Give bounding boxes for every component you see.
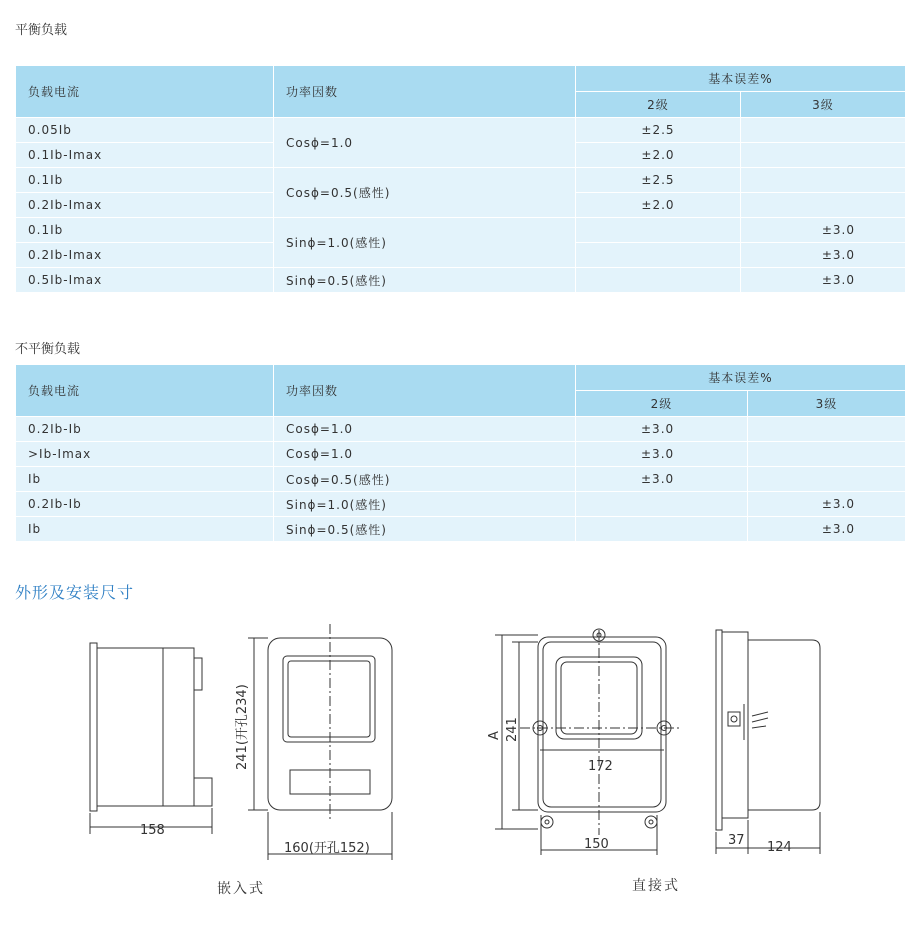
- table-row: [16, 467, 906, 492]
- table-row: [16, 268, 906, 293]
- direct-side-depth-label: 124: [767, 840, 792, 855]
- unbalanced-load-table: [15, 364, 906, 542]
- cell-current: Ib: [16, 517, 274, 542]
- header-class3: 3级: [748, 391, 906, 417]
- cell-class2: [576, 243, 741, 268]
- cell-class2: ±2.5: [576, 118, 741, 143]
- cell-class3: [741, 118, 906, 143]
- cell-current: 0.05Ib: [16, 118, 274, 143]
- cell-class2: ±3.0: [576, 442, 748, 467]
- embedded-front-view: [234, 624, 392, 860]
- dimension-drawings: [0, 610, 920, 925]
- cell-pf: Sinϕ=0.5(感性): [274, 517, 576, 542]
- direct-inner-width-label: 172: [588, 759, 613, 774]
- table-row: [16, 168, 906, 193]
- cell-current: 0.1Ib: [16, 218, 274, 243]
- section2-title: 不平衡负载: [15, 342, 81, 357]
- table-row: [16, 442, 906, 467]
- dimensions-title: 外形及安装尺寸: [15, 583, 135, 602]
- cell-pf: Cosϕ=1.0: [274, 417, 576, 442]
- cell-pf: Cosϕ=0.5(感性): [274, 168, 576, 218]
- cell-current: 0.5Ib-Imax: [16, 268, 274, 293]
- cell-class2: [576, 492, 748, 517]
- direct-a-label: A: [487, 731, 502, 740]
- cell-current: 0.2Ib-Ib: [16, 417, 274, 442]
- cell-class3: ±3.0: [741, 243, 906, 268]
- embedded-height-label: 241(开孔234): [235, 684, 250, 770]
- cell-class3: [741, 143, 906, 168]
- header-current: 负载电流: [16, 66, 274, 118]
- cell-current: Ib: [16, 467, 274, 492]
- table-row: [16, 492, 906, 517]
- table-row: [16, 417, 906, 442]
- direct-height-label: 241: [505, 717, 520, 742]
- cell-class3: [741, 193, 906, 218]
- direct-side-view: [716, 630, 820, 855]
- cell-pf: Cosϕ=1.0: [274, 442, 576, 467]
- table-row: [16, 517, 906, 542]
- header-power-factor: 功率因数: [274, 66, 576, 118]
- cell-pf: Cosϕ=0.5(感性): [274, 467, 576, 492]
- cell-pf: Sinϕ=1.0(感性): [274, 492, 576, 517]
- cell-class2: ±2.0: [576, 143, 741, 168]
- cell-current: >Ib-Imax: [16, 442, 274, 467]
- direct-width-label: 150: [584, 837, 609, 852]
- cell-class3: [748, 417, 906, 442]
- cell-class3: [748, 442, 906, 467]
- cell-class2: ±2.0: [576, 193, 741, 218]
- cell-current: 0.1Ib: [16, 168, 274, 193]
- table-row: [16, 118, 906, 143]
- direct-front-view: [487, 629, 680, 855]
- embedded-width-label: 160(开孔152): [284, 841, 370, 856]
- header-basic-error: 基本误差%: [576, 66, 906, 92]
- header-class2: 2级: [576, 391, 748, 417]
- cell-class2: ±3.0: [576, 417, 748, 442]
- cell-current: 0.2Ib-Imax: [16, 193, 274, 218]
- cell-current: 0.2Ib-Ib: [16, 492, 274, 517]
- cell-current: 0.1Ib-Imax: [16, 143, 274, 168]
- cell-class2: [576, 218, 741, 243]
- cell-pf: Sinϕ=1.0(感性): [274, 218, 576, 268]
- cell-class3: ±3.0: [741, 268, 906, 293]
- header-current: 负载电流: [16, 365, 274, 417]
- direct-caption: 直接式: [632, 878, 680, 894]
- table-row: [16, 218, 906, 243]
- header-basic-error: 基本误差%: [576, 365, 906, 391]
- cell-class3: [741, 168, 906, 193]
- cell-class2: ±3.0: [576, 467, 748, 492]
- cell-class3: ±3.0: [748, 517, 906, 542]
- cell-pf: Sinϕ=0.5(感性): [274, 268, 576, 293]
- balanced-load-table: [15, 65, 906, 293]
- cell-class3: ±3.0: [741, 218, 906, 243]
- cell-class2: ±2.5: [576, 168, 741, 193]
- section1-title: 平衡负载: [15, 23, 68, 38]
- header-class3: 3级: [741, 92, 906, 118]
- embedded-caption: 嵌入式: [217, 881, 265, 897]
- cell-class2: [576, 517, 748, 542]
- header-class2: 2级: [576, 92, 741, 118]
- cell-current: 0.2Ib-Imax: [16, 243, 274, 268]
- header-power-factor: 功率因数: [274, 365, 576, 417]
- cell-class3: ±3.0: [748, 492, 906, 517]
- cell-pf: Cosϕ=1.0: [274, 118, 576, 168]
- direct-side-offset-label: 37: [728, 833, 745, 848]
- cell-class3: [748, 467, 906, 492]
- cell-class2: [576, 268, 741, 293]
- embedded-depth-label: 158: [140, 823, 165, 838]
- embedded-side-view: [90, 643, 212, 838]
